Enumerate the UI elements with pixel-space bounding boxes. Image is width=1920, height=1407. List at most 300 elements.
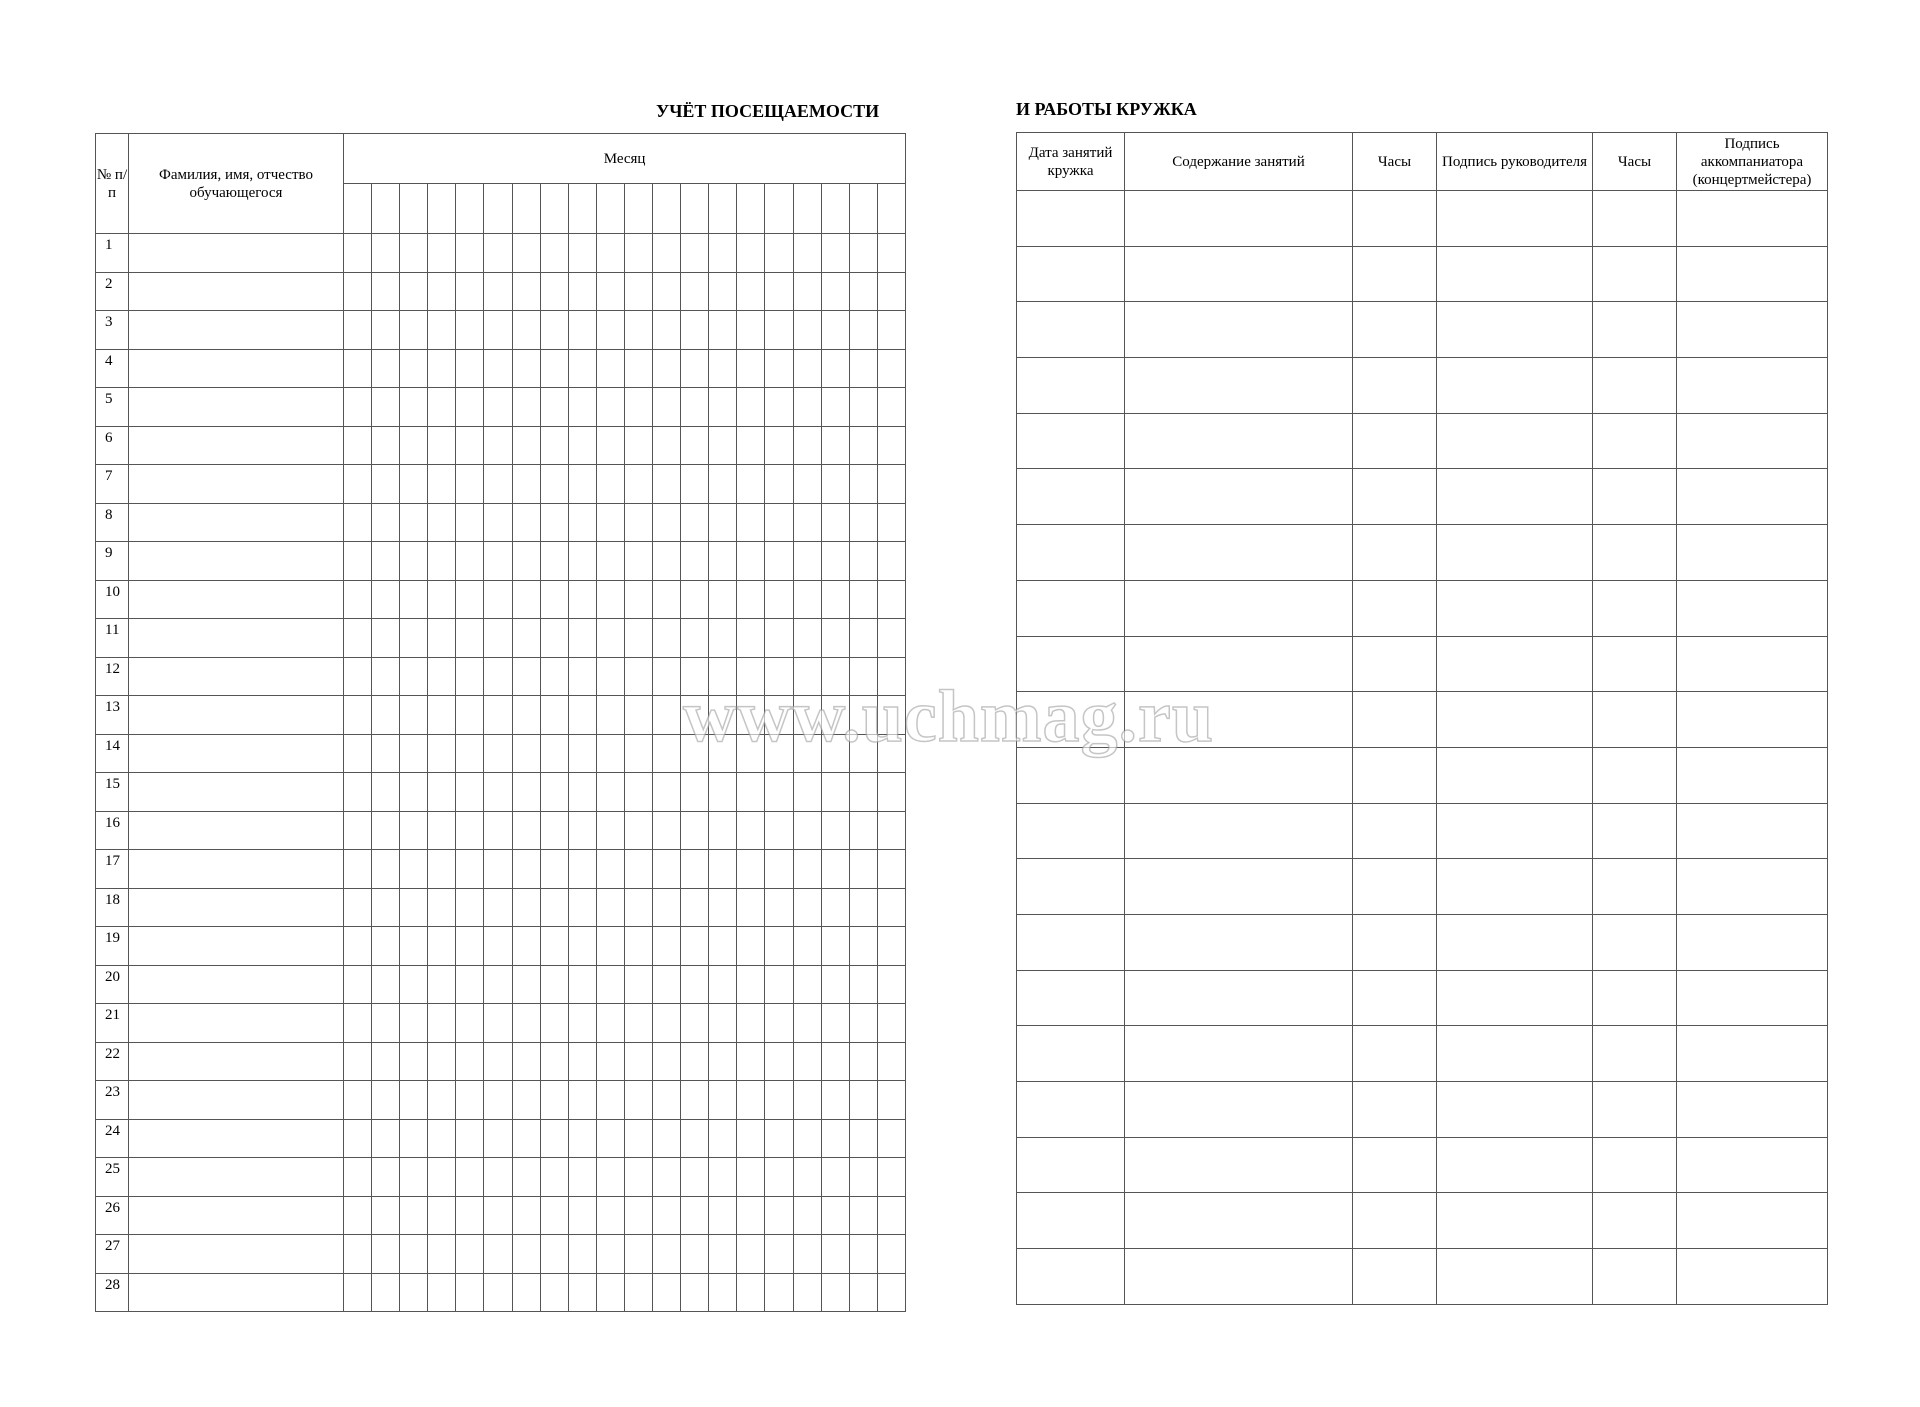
attendance-cell xyxy=(849,888,877,927)
attendance-cell xyxy=(821,850,849,889)
attendance-cell xyxy=(681,234,709,273)
activity-cell xyxy=(1017,914,1125,970)
attendance-cell xyxy=(737,773,765,812)
attendance-cell xyxy=(484,311,512,350)
row-number: 2 xyxy=(96,272,129,311)
attendance-cell xyxy=(540,734,568,773)
attendance-cell xyxy=(344,1158,372,1197)
attendance-cell xyxy=(400,734,428,773)
attendance-cell xyxy=(653,426,681,465)
attendance-cell xyxy=(456,311,484,350)
attendance-cell xyxy=(877,773,905,812)
attendance-cell xyxy=(849,1081,877,1120)
attendance-cell xyxy=(568,965,596,1004)
attendance-cell xyxy=(512,773,540,812)
attendance-cell xyxy=(793,1004,821,1043)
row-number: 9 xyxy=(96,542,129,581)
attendance-cell xyxy=(568,1004,596,1043)
attendance-cell xyxy=(484,696,512,735)
activity-header-1: Содержание занятий xyxy=(1125,133,1353,191)
attendance-cell xyxy=(765,580,793,619)
attendance-cell xyxy=(456,426,484,465)
activity-cell xyxy=(1125,1137,1353,1193)
attendance-cell xyxy=(624,1196,652,1235)
attendance-cell xyxy=(709,619,737,658)
activity-cell xyxy=(1593,1193,1677,1249)
attendance-cell xyxy=(484,734,512,773)
activity-cell xyxy=(1353,302,1437,358)
attendance-cell xyxy=(737,1196,765,1235)
attendance-cell xyxy=(428,234,456,273)
attendance-cell xyxy=(821,965,849,1004)
attendance-cell xyxy=(737,580,765,619)
activity-cell xyxy=(1437,692,1593,748)
activity-cell xyxy=(1437,859,1593,915)
attendance-cell xyxy=(484,888,512,927)
student-name-cell xyxy=(129,1042,344,1081)
attendance-cell xyxy=(765,1004,793,1043)
row-number: 8 xyxy=(96,503,129,542)
attendance-cell xyxy=(849,542,877,581)
attendance-cell xyxy=(821,888,849,927)
attendance-cell xyxy=(372,1119,400,1158)
activity-cell xyxy=(1593,246,1677,302)
attendance-cell xyxy=(568,542,596,581)
attendance-cell xyxy=(456,888,484,927)
attendance-cell xyxy=(428,619,456,658)
attendance-cell xyxy=(877,580,905,619)
attendance-cell xyxy=(877,965,905,1004)
attendance-cell xyxy=(653,1042,681,1081)
attendance-cell xyxy=(793,311,821,350)
activity-row xyxy=(1017,1082,1828,1138)
attendance-cell xyxy=(344,272,372,311)
activity-cell xyxy=(1353,859,1437,915)
activity-title: И РАБОТЫ КРУЖКА xyxy=(1016,99,1197,119)
activity-cell xyxy=(1017,191,1125,247)
attendance-cell xyxy=(540,272,568,311)
attendance-cell xyxy=(765,619,793,658)
attendance-cell xyxy=(737,234,765,273)
activity-cell xyxy=(1125,859,1353,915)
activity-cell xyxy=(1125,803,1353,859)
activity-row xyxy=(1017,859,1828,915)
student-name-cell xyxy=(129,850,344,889)
attendance-cell xyxy=(484,965,512,1004)
activity-cell xyxy=(1125,358,1353,414)
activity-cell xyxy=(1125,302,1353,358)
attendance-cell xyxy=(540,234,568,273)
attendance-cell xyxy=(709,927,737,966)
attendance-cell xyxy=(372,1273,400,1312)
student-name-cell xyxy=(129,1158,344,1197)
attendance-cell xyxy=(793,1235,821,1274)
attendance-cell xyxy=(456,580,484,619)
attendance-cell xyxy=(793,1042,821,1081)
attendance-cell xyxy=(877,426,905,465)
attendance-cell xyxy=(709,580,737,619)
day-header-cell xyxy=(793,184,821,234)
attendance-cell xyxy=(400,1081,428,1120)
day-header-cell xyxy=(540,184,568,234)
attendance-cell xyxy=(849,234,877,273)
attendance-cell xyxy=(624,1158,652,1197)
attendance-cell xyxy=(793,927,821,966)
attendance-cell xyxy=(709,1196,737,1235)
attendance-cell xyxy=(596,773,624,812)
attendance-cell xyxy=(596,734,624,773)
attendance-cell xyxy=(400,542,428,581)
day-header-cell xyxy=(681,184,709,234)
attendance-cell xyxy=(709,1235,737,1274)
attendance-cell xyxy=(540,426,568,465)
attendance-cell xyxy=(568,1196,596,1235)
activity-cell xyxy=(1677,914,1828,970)
attendance-cell xyxy=(765,1235,793,1274)
attendance-cell xyxy=(568,811,596,850)
attendance-row xyxy=(96,234,906,273)
attendance-cell xyxy=(821,1158,849,1197)
activity-cell xyxy=(1593,1082,1677,1138)
attendance-cell xyxy=(540,311,568,350)
attendance-cell xyxy=(428,850,456,889)
attendance-cell xyxy=(456,503,484,542)
activity-header-0: Дата занятий кружка xyxy=(1017,133,1125,191)
attendance-cell xyxy=(456,850,484,889)
activity-cell xyxy=(1437,1137,1593,1193)
attendance-cell xyxy=(372,619,400,658)
attendance-cell xyxy=(765,927,793,966)
attendance-row xyxy=(96,349,906,388)
student-name-cell xyxy=(129,888,344,927)
attendance-cell xyxy=(596,1158,624,1197)
attendance-cell xyxy=(344,542,372,581)
activity-row xyxy=(1017,803,1828,859)
attendance-cell xyxy=(793,888,821,927)
attendance-cell xyxy=(709,1081,737,1120)
student-name-cell xyxy=(129,1196,344,1235)
attendance-cell xyxy=(456,272,484,311)
attendance-cell xyxy=(821,503,849,542)
attendance-cell xyxy=(400,1042,428,1081)
attendance-cell xyxy=(793,1119,821,1158)
attendance-cell xyxy=(793,965,821,1004)
attendance-cell xyxy=(400,773,428,812)
attendance-row xyxy=(96,388,906,427)
attendance-cell xyxy=(596,1119,624,1158)
activity-cell xyxy=(1353,580,1437,636)
attendance-cell xyxy=(765,1273,793,1312)
attendance-cell xyxy=(624,388,652,427)
attendance-cell xyxy=(400,272,428,311)
activity-row xyxy=(1017,525,1828,581)
attendance-cell xyxy=(709,349,737,388)
activity-cell xyxy=(1437,469,1593,525)
attendance-cell xyxy=(344,465,372,504)
attendance-cell xyxy=(709,503,737,542)
student-name-cell xyxy=(129,272,344,311)
row-number: 4 xyxy=(96,349,129,388)
attendance-cell xyxy=(372,311,400,350)
attendance-cell xyxy=(849,580,877,619)
row-number: 11 xyxy=(96,619,129,658)
activity-cell xyxy=(1353,358,1437,414)
attendance-cell xyxy=(849,811,877,850)
attendance-cell xyxy=(400,1119,428,1158)
attendance-cell xyxy=(372,850,400,889)
attendance-cell xyxy=(681,503,709,542)
activity-cell xyxy=(1353,914,1437,970)
attendance-cell xyxy=(344,1196,372,1235)
attendance-cell xyxy=(821,272,849,311)
attendance-cell xyxy=(849,1273,877,1312)
attendance-row xyxy=(96,1158,906,1197)
attendance-cell xyxy=(512,734,540,773)
attendance-cell xyxy=(568,850,596,889)
activity-cell xyxy=(1437,803,1593,859)
attendance-cell xyxy=(512,388,540,427)
attendance-cell xyxy=(512,580,540,619)
attendance-cell xyxy=(737,1273,765,1312)
attendance-cell xyxy=(681,388,709,427)
attendance-cell xyxy=(456,1042,484,1081)
attendance-cell xyxy=(709,811,737,850)
attendance-cell xyxy=(372,888,400,927)
activity-cell xyxy=(1593,747,1677,803)
activity-cell xyxy=(1593,803,1677,859)
attendance-cell xyxy=(877,465,905,504)
attendance-cell xyxy=(372,1235,400,1274)
activity-cell xyxy=(1593,580,1677,636)
attendance-cell xyxy=(568,619,596,658)
attendance-cell xyxy=(624,773,652,812)
attendance-cell xyxy=(568,1042,596,1081)
attendance-cell xyxy=(877,388,905,427)
attendance-cell xyxy=(372,272,400,311)
attendance-cell xyxy=(428,1004,456,1043)
attendance-cell xyxy=(681,927,709,966)
attendance-cell xyxy=(709,773,737,812)
activity-cell xyxy=(1353,970,1437,1026)
activity-cell xyxy=(1437,413,1593,469)
attendance-cell xyxy=(793,773,821,812)
attendance-cell xyxy=(540,657,568,696)
attendance-cell xyxy=(709,542,737,581)
row-number: 5 xyxy=(96,388,129,427)
attendance-cell xyxy=(877,1235,905,1274)
attendance-cell xyxy=(737,1119,765,1158)
attendance-cell xyxy=(653,811,681,850)
activity-cell xyxy=(1677,692,1828,748)
activity-cell xyxy=(1677,191,1828,247)
attendance-cell xyxy=(568,272,596,311)
attendance-cell xyxy=(400,619,428,658)
attendance-cell xyxy=(681,1119,709,1158)
row-number: 7 xyxy=(96,465,129,504)
attendance-cell xyxy=(849,388,877,427)
attendance-cell xyxy=(709,234,737,273)
attendance-cell xyxy=(512,965,540,1004)
attendance-cell xyxy=(540,542,568,581)
student-name-cell xyxy=(129,1273,344,1312)
attendance-cell xyxy=(540,696,568,735)
activity-cell xyxy=(1125,191,1353,247)
row-number: 21 xyxy=(96,1004,129,1043)
attendance-cell xyxy=(737,811,765,850)
attendance-cell xyxy=(849,311,877,350)
attendance-cell xyxy=(877,1042,905,1081)
row-number: 26 xyxy=(96,1196,129,1235)
attendance-cell xyxy=(484,927,512,966)
attendance-cell xyxy=(793,1158,821,1197)
attendance-cell xyxy=(484,234,512,273)
attendance-cell xyxy=(428,1081,456,1120)
row-number: 22 xyxy=(96,1042,129,1081)
attendance-cell xyxy=(568,773,596,812)
attendance-cell xyxy=(737,888,765,927)
attendance-cell xyxy=(653,349,681,388)
attendance-cell xyxy=(877,1004,905,1043)
attendance-cell xyxy=(456,234,484,273)
attendance-cell xyxy=(653,927,681,966)
attendance-cell xyxy=(596,1235,624,1274)
attendance-cell xyxy=(681,465,709,504)
activity-row xyxy=(1017,1249,1828,1305)
row-number: 28 xyxy=(96,1273,129,1312)
day-header-cell xyxy=(709,184,737,234)
attendance-cell xyxy=(821,580,849,619)
activity-cell xyxy=(1437,580,1593,636)
activity-cell xyxy=(1437,636,1593,692)
activity-cell xyxy=(1593,1137,1677,1193)
attendance-cell xyxy=(344,811,372,850)
attendance-cell xyxy=(653,965,681,1004)
attendance-cell xyxy=(709,850,737,889)
attendance-cell xyxy=(372,657,400,696)
attendance-cell xyxy=(512,272,540,311)
attendance-cell xyxy=(428,542,456,581)
attendance-row xyxy=(96,426,906,465)
attendance-cell xyxy=(512,1004,540,1043)
attendance-cell xyxy=(512,426,540,465)
activity-cell xyxy=(1437,302,1593,358)
attendance-cell xyxy=(372,811,400,850)
attendance-cell xyxy=(568,927,596,966)
activity-cell xyxy=(1677,302,1828,358)
activity-cell xyxy=(1353,636,1437,692)
attendance-cell xyxy=(849,1119,877,1158)
attendance-row xyxy=(96,465,906,504)
attendance-row xyxy=(96,1081,906,1120)
activity-cell xyxy=(1593,413,1677,469)
activity-cell xyxy=(1593,1249,1677,1305)
attendance-cell xyxy=(512,1273,540,1312)
attendance-cell xyxy=(512,850,540,889)
student-name-cell xyxy=(129,965,344,1004)
attendance-cell xyxy=(624,1235,652,1274)
attendance-cell xyxy=(428,388,456,427)
attendance-cell xyxy=(681,542,709,581)
student-name-cell xyxy=(129,657,344,696)
activity-cell xyxy=(1125,469,1353,525)
attendance-cell xyxy=(877,542,905,581)
attendance-cell xyxy=(765,272,793,311)
activity-cell xyxy=(1437,1026,1593,1082)
attendance-cell xyxy=(821,1196,849,1235)
attendance-row xyxy=(96,503,906,542)
activity-cell xyxy=(1437,914,1593,970)
attendance-cell xyxy=(512,542,540,581)
attendance-cell xyxy=(456,696,484,735)
row-number: 1 xyxy=(96,234,129,273)
attendance-cell xyxy=(484,1158,512,1197)
attendance-cell xyxy=(821,1081,849,1120)
attendance-cell xyxy=(877,888,905,927)
attendance-cell xyxy=(793,503,821,542)
attendance-cell xyxy=(653,311,681,350)
row-number: 27 xyxy=(96,1235,129,1274)
activity-cell xyxy=(1017,302,1125,358)
attendance-cell xyxy=(344,965,372,1004)
attendance-cell xyxy=(624,1119,652,1158)
activity-cell xyxy=(1017,1249,1125,1305)
attendance-cell xyxy=(456,349,484,388)
attendance-row xyxy=(96,850,906,889)
activity-cell xyxy=(1125,1082,1353,1138)
activity-cell xyxy=(1437,1193,1593,1249)
attendance-cell xyxy=(372,580,400,619)
attendance-cell xyxy=(624,272,652,311)
attendance-cell xyxy=(653,696,681,735)
attendance-cell xyxy=(821,1235,849,1274)
col-month-header: Месяц xyxy=(344,134,906,184)
student-name-cell xyxy=(129,1235,344,1274)
attendance-cell xyxy=(737,388,765,427)
attendance-cell xyxy=(765,426,793,465)
attendance-cell xyxy=(456,388,484,427)
attendance-cell xyxy=(709,1119,737,1158)
attendance-row xyxy=(96,1119,906,1158)
activity-cell xyxy=(1437,1249,1593,1305)
attendance-cell xyxy=(540,619,568,658)
attendance-cell xyxy=(372,465,400,504)
attendance-cell xyxy=(568,580,596,619)
row-number: 25 xyxy=(96,1158,129,1197)
attendance-cell xyxy=(624,696,652,735)
activity-cell xyxy=(1125,246,1353,302)
student-name-cell xyxy=(129,1004,344,1043)
activity-cell xyxy=(1677,859,1828,915)
attendance-cell xyxy=(484,1196,512,1235)
activity-cell xyxy=(1677,413,1828,469)
attendance-cell xyxy=(624,811,652,850)
attendance-cell xyxy=(653,734,681,773)
student-name-cell xyxy=(129,580,344,619)
attendance-cell xyxy=(877,1081,905,1120)
attendance-cell xyxy=(737,311,765,350)
activity-cell xyxy=(1125,970,1353,1026)
attendance-cell xyxy=(344,503,372,542)
student-name-cell xyxy=(129,349,344,388)
row-number: 17 xyxy=(96,850,129,889)
attendance-cell xyxy=(372,1004,400,1043)
activity-row xyxy=(1017,1193,1828,1249)
student-name-cell xyxy=(129,465,344,504)
attendance-cell xyxy=(709,311,737,350)
attendance-cell xyxy=(540,965,568,1004)
activity-cell xyxy=(1677,803,1828,859)
student-name-cell xyxy=(129,1081,344,1120)
